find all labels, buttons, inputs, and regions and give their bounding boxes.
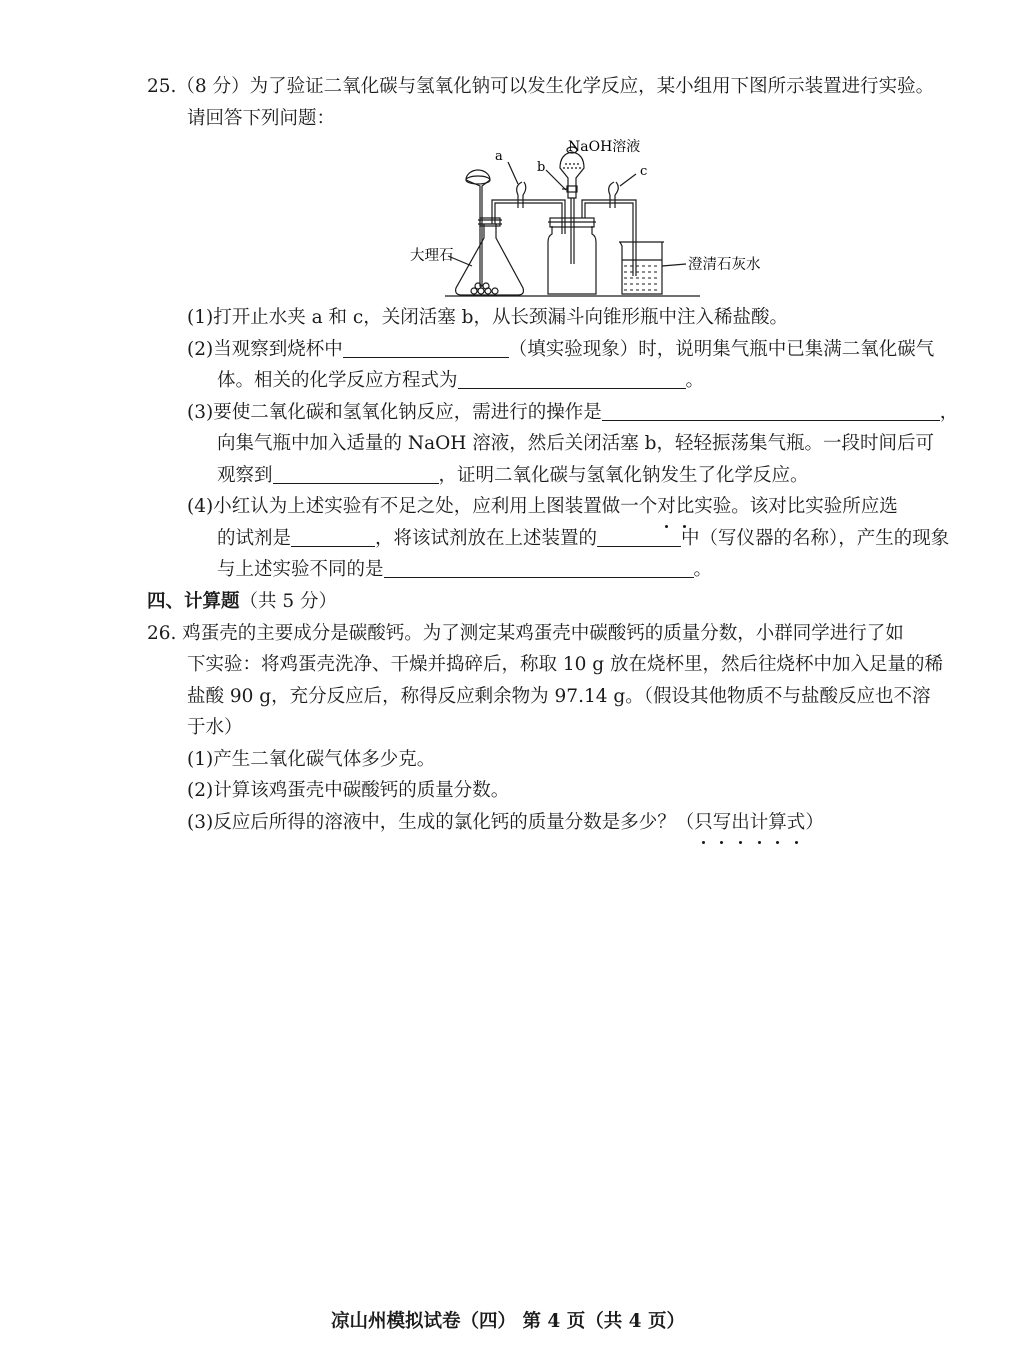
emphasis-char: 写: [712, 812, 732, 833]
naoh-label: NaOH溶液: [568, 139, 641, 155]
conical-flask: [456, 224, 524, 295]
answer-blank-reagent[interactable]: [291, 528, 375, 547]
apparatus-diagram: [400, 138, 790, 300]
answer-blank-equation[interactable]: [458, 370, 686, 389]
q26-line-1: 26. 鸡蛋壳的主要成分是碳酸钙。为了测定某鸡蛋壳中碳酸钙的质量分数，小群同学进行了如: [147, 623, 904, 644]
q25-part4-line1: [187, 495, 898, 521]
q25-line-1: 25.（8 分）为了验证二氧化碳与氢氧化钠可以发生化学反应，某小组用下图所示装置进行实验。: [147, 76, 935, 97]
q26-line-2: 下实验：将鸡蛋壳洗净、干燥并捣碎后，称取 10 g 放在烧杯里，然后往烧杯中加入足量的稀: [187, 654, 944, 675]
q25-part2-text-b: （填实验现象）时，说明集气瓶中已集满二氧化碳气: [508, 339, 935, 360]
q25-part2-text-c: 体。相关的化学反应方程式为: [217, 370, 458, 391]
section-score: （共 5 分）: [239, 591, 338, 612]
page-footer: 凉山州模拟试卷（四） 第 4 页（共 4 页）: [331, 1311, 685, 1332]
delivery-tube-1: [492, 200, 565, 234]
q26-part3: [187, 811, 824, 837]
q26-part2: (2)计算该鸡蛋壳中碳酸钙的质量分数。: [187, 780, 510, 801]
q25-line-2: 请回答下列问题：: [187, 108, 336, 129]
q25-part3-line2: 向集气瓶中加入适量的 NaOH 溶液，然后关闭活塞 b，轻轻振荡集气瓶。一段时间后可: [217, 433, 935, 454]
q26-line-4: 于水）: [187, 717, 243, 738]
q25-part4-text-d: ，将该试剂放在上述装置的: [375, 528, 598, 549]
emphasis-char: 式: [786, 812, 806, 833]
q25-part2-text-d: 。: [685, 370, 705, 391]
q25-part4-text-g: 。: [693, 559, 713, 580]
gas-bottle: [548, 226, 596, 294]
long-neck-funnel: [466, 170, 490, 286]
marble-pieces: [471, 283, 498, 294]
clamp-a: [517, 182, 526, 208]
q26-part3-text-b: ）: [805, 812, 824, 833]
q25-part3-text-a: (3)要使二氧化碳和氢氧化钠反应，需进行的操作是: [187, 402, 602, 423]
q25-part3-text-d: 观察到: [217, 465, 273, 486]
section-heading: [147, 590, 337, 616]
emphasis-char: 算: [768, 812, 787, 833]
answer-blank-operation[interactable]: [602, 402, 940, 421]
label-a: a: [495, 149, 503, 164]
q25-part3-text-e: ，证明二氧化碳与氢氧化钠发生了化学反应。: [438, 465, 809, 486]
q25-part2-line1: [187, 338, 934, 364]
delivery-tube-2: [582, 200, 636, 276]
emphasis-char-1: 对: [657, 496, 676, 517]
q25-part4-text-e: 中（写仪器的名称），产生的现象: [681, 528, 950, 549]
marble-label: 大理石: [410, 248, 454, 264]
q25-part3-line1: [187, 401, 958, 427]
limewater-label: 澄清石灰水: [688, 257, 761, 273]
q25-part4-text-a: (4)小红认为上述实验有不足之处，应利用上图装置做一个: [187, 496, 658, 517]
q25-part3-line3: [217, 464, 809, 490]
flask-stopper: [480, 218, 500, 226]
beaker: [620, 242, 662, 294]
answer-blank-instrument[interactable]: [597, 528, 681, 547]
q26-line-3: 盐酸 90 g，充分反应后，称得反应剩余物为 97.14 g。（假设其他物质不与盐酸反应也不溶: [187, 686, 931, 707]
q25-part4-text-b: 实验。该对比实验所应选: [694, 496, 898, 517]
label-c: c: [640, 164, 648, 179]
q25-part4-line2: [217, 527, 949, 553]
q25-part2-line2: [217, 369, 704, 395]
label-b: b: [537, 160, 546, 175]
q25-part4-text-c: 的试剂是: [217, 528, 292, 549]
q25-part2-text-a: (2)当观察到烧杯中: [187, 339, 343, 360]
emphasis-char: 出: [731, 812, 750, 833]
q25-part4-line3: [217, 558, 712, 584]
q26-part3-text-a: (3)反应后所得的溶液中，生成的氯化钙的质量分数是多少？（: [187, 812, 695, 833]
emphasis-char: 计: [749, 812, 769, 833]
q25-part3-text-b: ，: [939, 402, 959, 423]
q25-part1: (1)打开止水夹 a 和 c，关闭活塞 b，从长颈漏斗向锥形瓶中注入稀盐酸。: [187, 307, 788, 328]
answer-blank-observation[interactable]: [273, 465, 439, 484]
emphasis-char: 只: [694, 812, 713, 833]
separatory-funnel: [560, 152, 584, 198]
q26-part1: (1)产生二氧化碳气体多少克。: [187, 749, 436, 770]
answer-blank-beaker-phenomenon[interactable]: [343, 339, 509, 358]
answer-blank-difference[interactable]: [384, 559, 694, 578]
limewater-liquid: [624, 266, 660, 290]
emphasis-char-2: 比: [675, 496, 695, 517]
section-title: 四、计算题: [147, 591, 240, 612]
q25-part4-text-f: 与上述实验不同的是: [217, 559, 384, 580]
clamp-c: [609, 182, 619, 208]
